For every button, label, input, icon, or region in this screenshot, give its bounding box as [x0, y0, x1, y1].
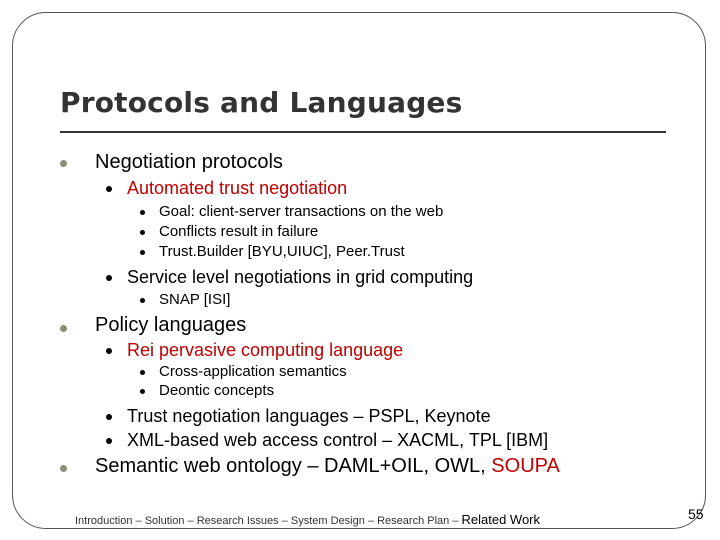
- bullet-icon: [106, 186, 112, 192]
- footer-item-introduction[interactable]: Introduction: [75, 515, 133, 527]
- slide-title: Protocols and Languages: [60, 86, 463, 119]
- outline-item-semantic-web: [95, 455, 560, 478]
- footer-item-related-work[interactable]: Related Work: [461, 512, 541, 527]
- footer-item-solution[interactable]: Solution: [144, 515, 185, 527]
- bullet-icon: [140, 389, 145, 394]
- outline-item-service-level: Service level negotiations in grid computing: [127, 267, 474, 287]
- bullet-icon: [106, 348, 112, 354]
- bullet-icon: [140, 230, 145, 235]
- outline-item-automated-trust: Automated trust negotiation: [127, 178, 348, 198]
- outline-item-deontic: Deontic concepts: [159, 382, 275, 399]
- outline-item-trustbuilder: Trust.Builder [BYU,UIUC], Peer.Trust: [159, 243, 405, 260]
- footer-separator: –: [184, 515, 197, 527]
- bullet-icon: [60, 160, 67, 167]
- bullet-icon: [60, 325, 67, 332]
- outline-item-conflicts: Conflicts result in failure: [159, 223, 319, 240]
- outline-item-policy: Policy languages: [95, 314, 247, 336]
- footer-separator: –: [364, 515, 378, 527]
- bullet-icon: [140, 250, 145, 255]
- bullet-icon: [106, 438, 112, 444]
- bullet-icon: [106, 414, 112, 420]
- outline-item-xml-access: XML-based web access control – XACML, TPL [IBM]: [127, 430, 549, 450]
- footer-separator: –: [132, 515, 145, 527]
- footer-item-system-design[interactable]: System Design: [290, 515, 365, 527]
- soupa-highlight: SOUPA: [491, 455, 560, 477]
- footer-separator: –: [449, 515, 462, 527]
- title-underline: [60, 131, 666, 133]
- semantic-web-label: Semantic web ontology – DAML+OIL, OWL,: [95, 455, 492, 477]
- footer-separator: –: [278, 515, 291, 527]
- outline-item-rei: Rei pervasive computing language: [127, 340, 404, 360]
- outline-item-cross-app: Cross-application semantics: [159, 363, 347, 380]
- bullet-icon: [140, 210, 145, 215]
- bullet-icon: [140, 370, 145, 375]
- footer-item-research-plan[interactable]: Research Plan: [377, 515, 450, 527]
- page-number: 55: [688, 506, 704, 522]
- footer-item-research-issues[interactable]: Research Issues: [196, 515, 279, 527]
- outline-item-snap: SNAP [ISI]: [159, 291, 231, 308]
- bullet-icon: [106, 275, 112, 281]
- outline-item-goal: Goal: client-server transactions on the web: [159, 203, 444, 220]
- outline-item-trust-neg-languages: Trust negotiation languages – PSPL, Keynote: [127, 406, 491, 426]
- bullet-icon: [140, 298, 145, 303]
- bullet-icon: [60, 465, 67, 472]
- footer-nav: [75, 512, 540, 527]
- outline-item-negotiation: Negotiation protocols: [95, 151, 283, 173]
